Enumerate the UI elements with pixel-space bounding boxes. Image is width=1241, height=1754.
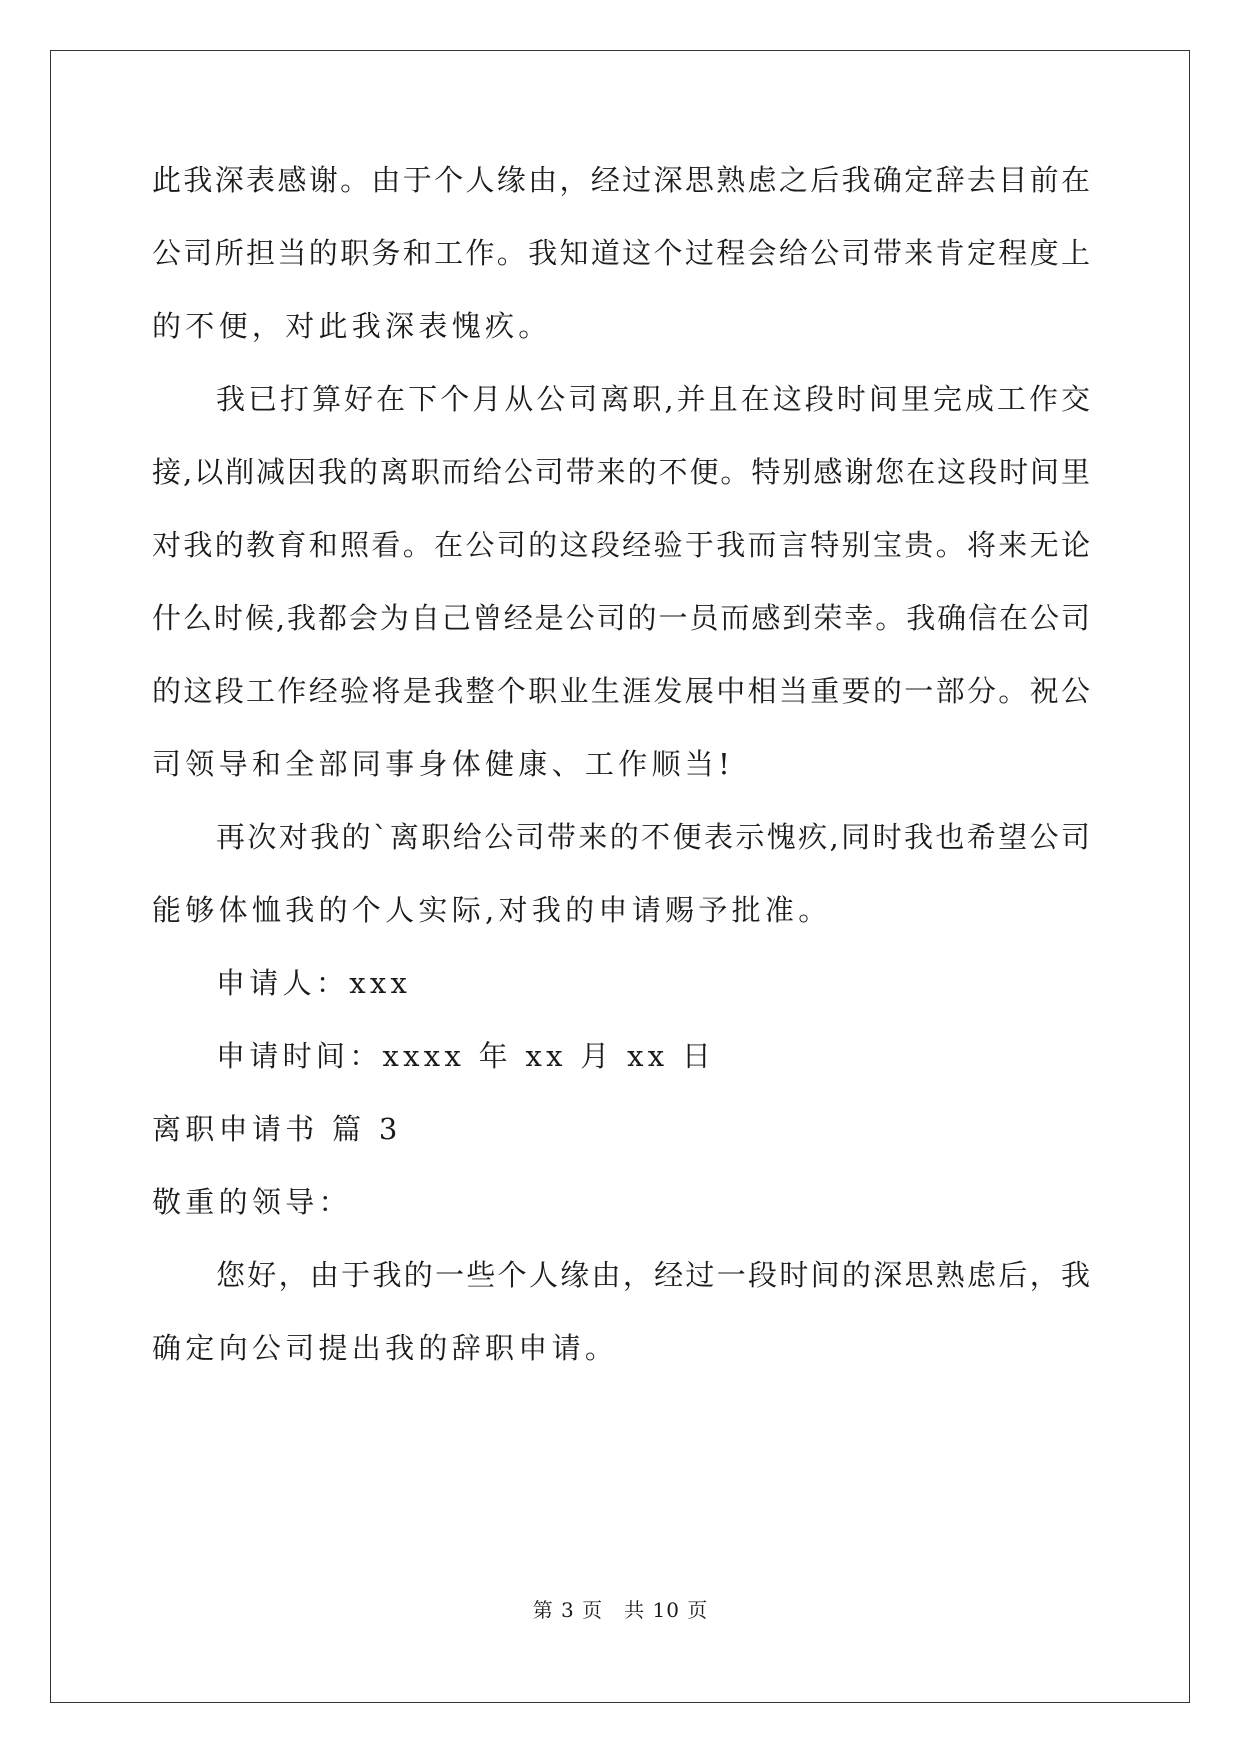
text-line: 此我深表感谢。由于个人缘由，经过深思熟虑之后我确定辞去目前在: [152, 163, 1090, 197]
text-line: 的不便，对此我深表愧疚。: [152, 309, 552, 343]
application-date-line: 申请时间：xxxx 年 xx 月 xx 日: [216, 1039, 716, 1073]
text-line: 确定向公司提出我的辞职申请。: [152, 1331, 619, 1365]
text-line: 的这段工作经验将是我整个职业生涯发展中相当重要的一部分。祝公: [152, 674, 1090, 708]
text-line: 接,以削减因我的离职而给公司带来的不便。特别感谢您在这段时间里: [152, 455, 1090, 489]
page-number-footer: 第 3 页 共 10 页: [532, 1598, 709, 1622]
section-heading: 离职申请书 篇 3: [152, 1112, 402, 1146]
page-border: [50, 50, 1190, 1703]
text-line: 公司所担当的职务和工作。我知道这个过程会给公司带来肯定程度上: [152, 236, 1090, 270]
text-line: 什么时候,我都会为自己曾经是公司的一员而感到荣幸。我确信在公司: [152, 601, 1090, 635]
text-line: 对我的教育和照看。在公司的这段经验于我而言特别宝贵。将来无论: [152, 528, 1090, 562]
text-line: 司领导和全部同事身体健康、工作顺当!: [152, 747, 735, 781]
paragraph-first-line: 您好，由于我的一些个人缘由，经过一段时间的深思熟虑后，我: [216, 1258, 1090, 1292]
applicant-line: 申请人：xxx: [216, 966, 412, 1000]
text-line: 能够体恤我的个人实际,对我的申请赐予批准。: [152, 893, 832, 927]
paragraph-first-line: 再次对我的`离职给公司带来的不便表示愧疚,同时我也希望公司: [216, 820, 1090, 854]
salutation: 敬重的领导：: [152, 1185, 352, 1219]
paragraph-first-line: 我已打算好在下个月从公司离职,并且在这段时间里完成工作交: [216, 382, 1090, 416]
